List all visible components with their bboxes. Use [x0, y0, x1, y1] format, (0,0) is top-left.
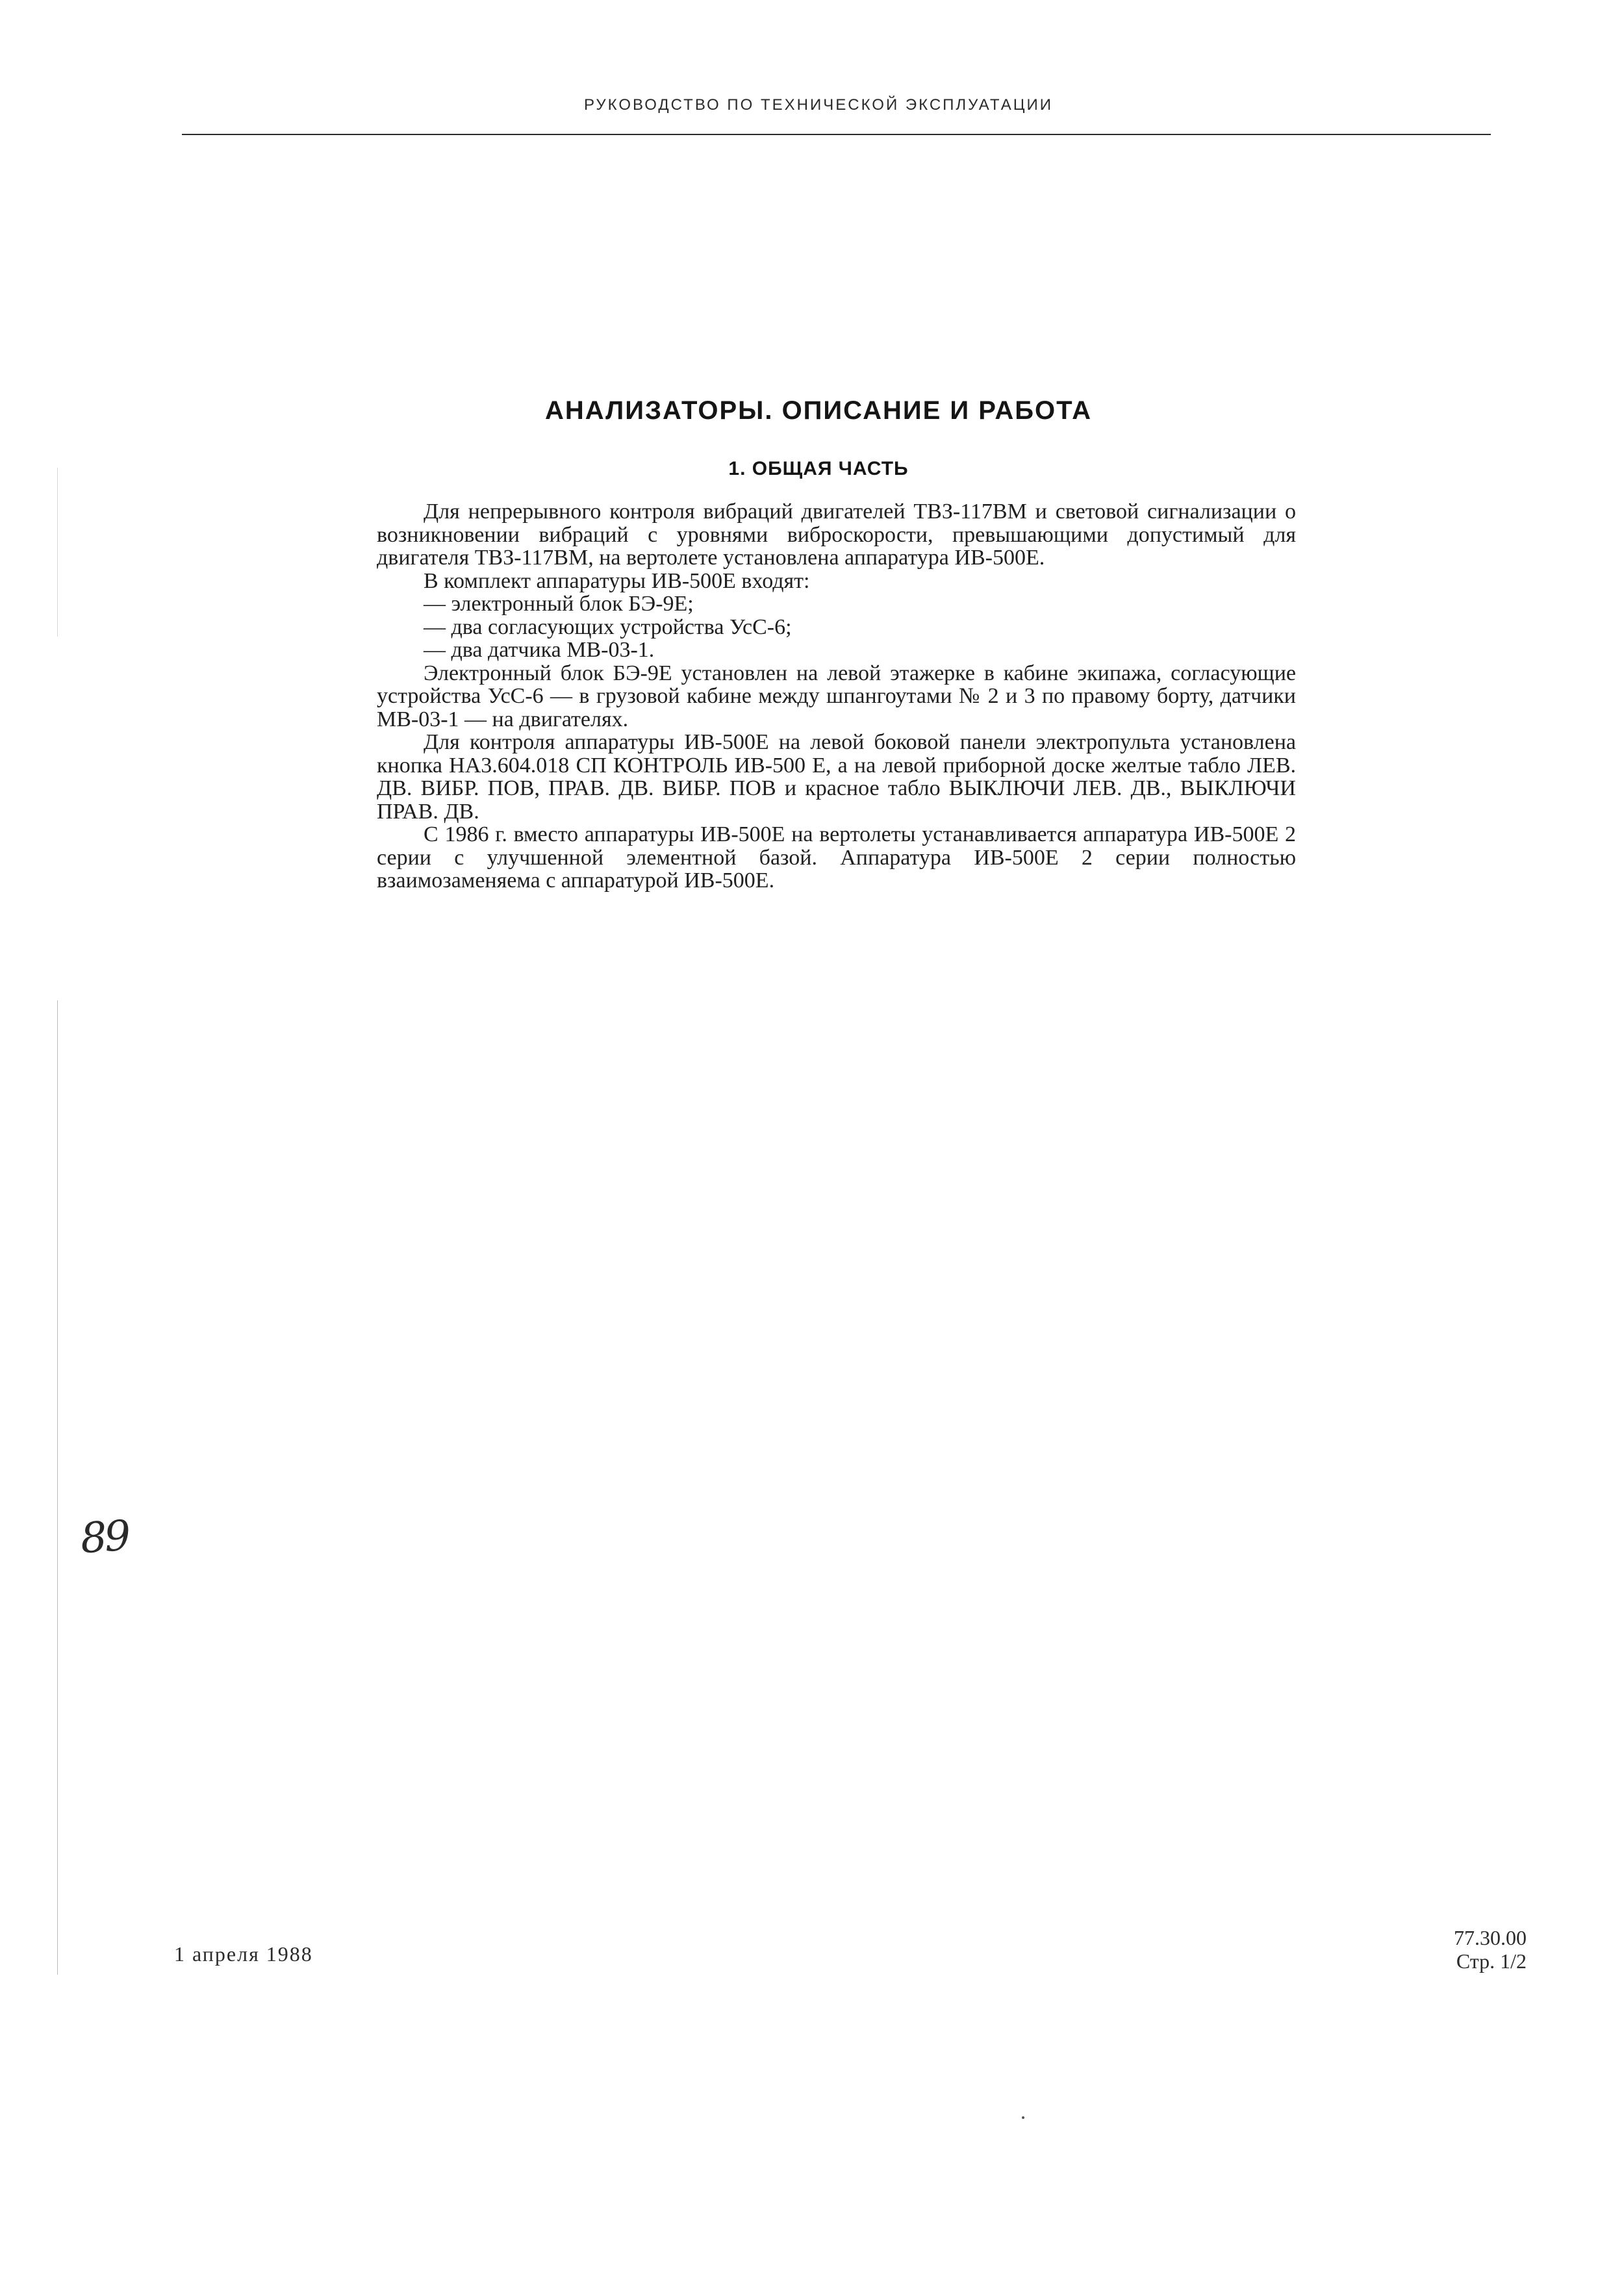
paragraph: С 1986 г. вместо аппаратуры ИВ-500Е на вертолеты устанавливается аппаратура ИВ-500Е 2 серии с улучшенной элементной базой. Аппаратура ИВ-500Е 2 серии полностью взаимозаменяема с аппаратурой ИВ-500Е. — [377, 822, 1296, 893]
footer-page-info — [1454, 1926, 1527, 1973]
footer-date: 1 апреля 1988 — [174, 1942, 313, 1966]
paragraph: Электронный блок БЭ-9Е установлен на левой этажерке в кабине экипажа, согласующие устройства УсС-6 — в грузовой кабине между шпангоутами № 2 и 3 по правому борту, датчики МВ-03-1 — на двигателях. — [377, 661, 1296, 731]
margin-scan-line — [57, 1000, 58, 1975]
list-item: — два согласующих устройства УсС-6; — [424, 614, 792, 639]
paragraph: Для непрерывного контроля вибраций двигателей ТВЗ-117ВМ и световой сигнализации о возникновении вибраций с уровнями виброскорости, превышающими допустимый для двигателя ТВЗ-117ВМ, на вертолете установлена аппаратура ИВ-500Е. — [377, 500, 1296, 570]
margin-scan-line — [57, 468, 58, 637]
body-text — [377, 500, 1296, 893]
header-rule — [182, 134, 1491, 135]
page-number: Стр. 1/2 — [1456, 1949, 1527, 1973]
section-title: 1. ОБЩАЯ ЧАСТЬ — [728, 458, 909, 479]
list-item: — два датчика МВ-03-1. — [424, 638, 655, 662]
page-title: АНАЛИЗАТОРЫ. ОПИСАНИЕ И РАБОТА — [545, 396, 1092, 425]
paragraph: Для контроля аппаратуры ИВ-500Е на левой боковой панели электропульта установлена кнопка НА3.604.018 СП КОНТРОЛЬ ИВ-500 Е, а на левой приборной доске желтые табло ЛЕВ. ДВ. ВИБР. ПОВ, ПРАВ. ДВ. ВИБР. ПОВ и красное табло ВЫКЛЮЧИ ЛЕВ. ДВ., ВЫКЛЮЧИ ПРАВ. ДВ. — [377, 730, 1296, 824]
list-item: — электронный блок БЭ-9Е; — [424, 592, 694, 616]
doc-code: 77.30.00 — [1454, 1926, 1527, 1949]
scan-speck — [1022, 2116, 1024, 2119]
handwritten-page-number: 89 — [79, 1512, 130, 1564]
running-header: РУКОВОДСТВО ПО ТЕХНИЧЕСКОЙ ЭКСПЛУАТАЦИИ — [583, 96, 1054, 114]
paragraph: В комплект аппаратуры ИВ-500Е входят: — [424, 568, 810, 593]
